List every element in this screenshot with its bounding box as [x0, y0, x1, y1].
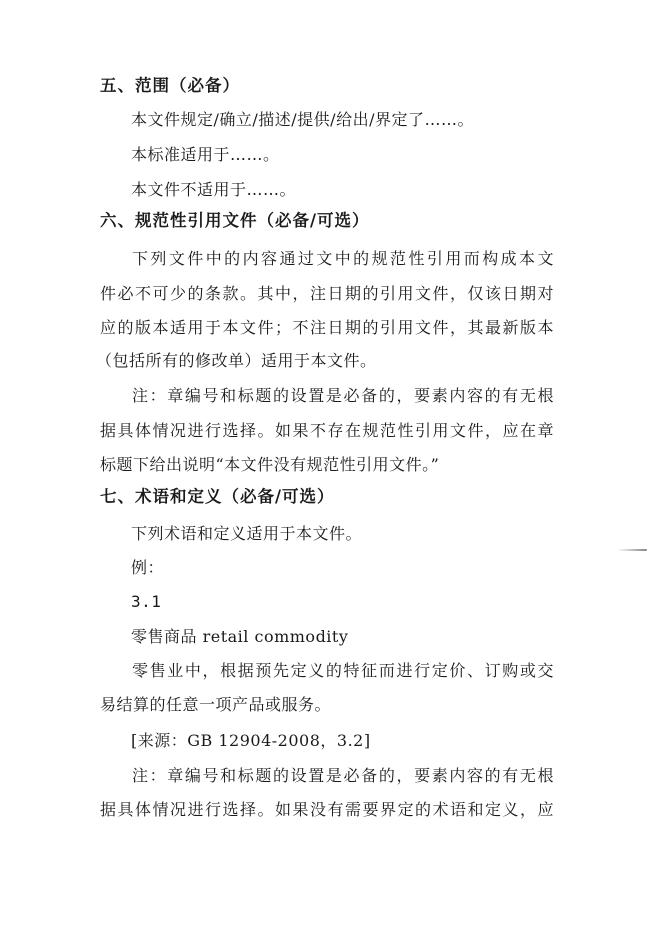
scope-line-2: 本标准适用于……。: [131, 145, 280, 164]
scope-line-3: 本文件不适用于……。: [131, 180, 297, 199]
normative-refs-note-line-1: 注：章编号和标题的设置是必备的，要素内容的有无根: [132, 386, 554, 405]
terms-intro: 下列术语和定义适用于本文件。: [131, 524, 363, 543]
term-name: 零售商品 retail commodity: [131, 627, 349, 646]
normative-refs-para-line-3: 应的版本适用于本文件；不注日期的引用文件，其最新版本: [100, 318, 554, 337]
section-heading-terms-definitions: 七、术语和定义（必备/可选）: [100, 487, 335, 506]
terms-note-line-2: 据具体情况进行选择。如果没有需要界定的术语和定义，应: [100, 800, 554, 819]
term-definition-line-1: 零售业中，根据预先定义的特征而进行定价、订购或交: [132, 661, 554, 680]
normative-refs-note-line-2: 据具体情况进行选择。如果不存在规范性引用文件，应在章: [100, 421, 554, 440]
normative-refs-para-line-2: 件必不可少的条款。其中，注日期的引用文件，仅该日期对: [100, 284, 554, 303]
terms-note-line-1: 注：章编号和标题的设置是必备的，要素内容的有无根: [132, 766, 554, 785]
section-heading-scope: 五、范围（必备）: [100, 76, 240, 95]
term-source: [来源：GB 12904-2008，3.2]: [131, 731, 371, 750]
term-definition-line-2: 易结算的任意一项产品或服务。: [100, 695, 332, 714]
scope-line-1: 本文件规定/确立/描述/提供/给出/界定了……。: [131, 110, 474, 129]
term-number: 3.1: [131, 592, 162, 611]
normative-refs-para-line-1: 下列文件中的内容通过文中的规范性引用而构成本文: [132, 249, 554, 268]
normative-refs-note-line-3: 标题下给出说明“本文件没有规范性引用文件。”: [100, 455, 440, 474]
terms-example-label: 例：: [131, 558, 165, 577]
scan-artifact-mark: [617, 549, 647, 551]
normative-refs-para-line-4: （包括所有的修改单）适用于本文件。: [96, 351, 377, 370]
section-heading-normative-references: 六、规范性引用文件（必备/可选）: [100, 211, 370, 230]
